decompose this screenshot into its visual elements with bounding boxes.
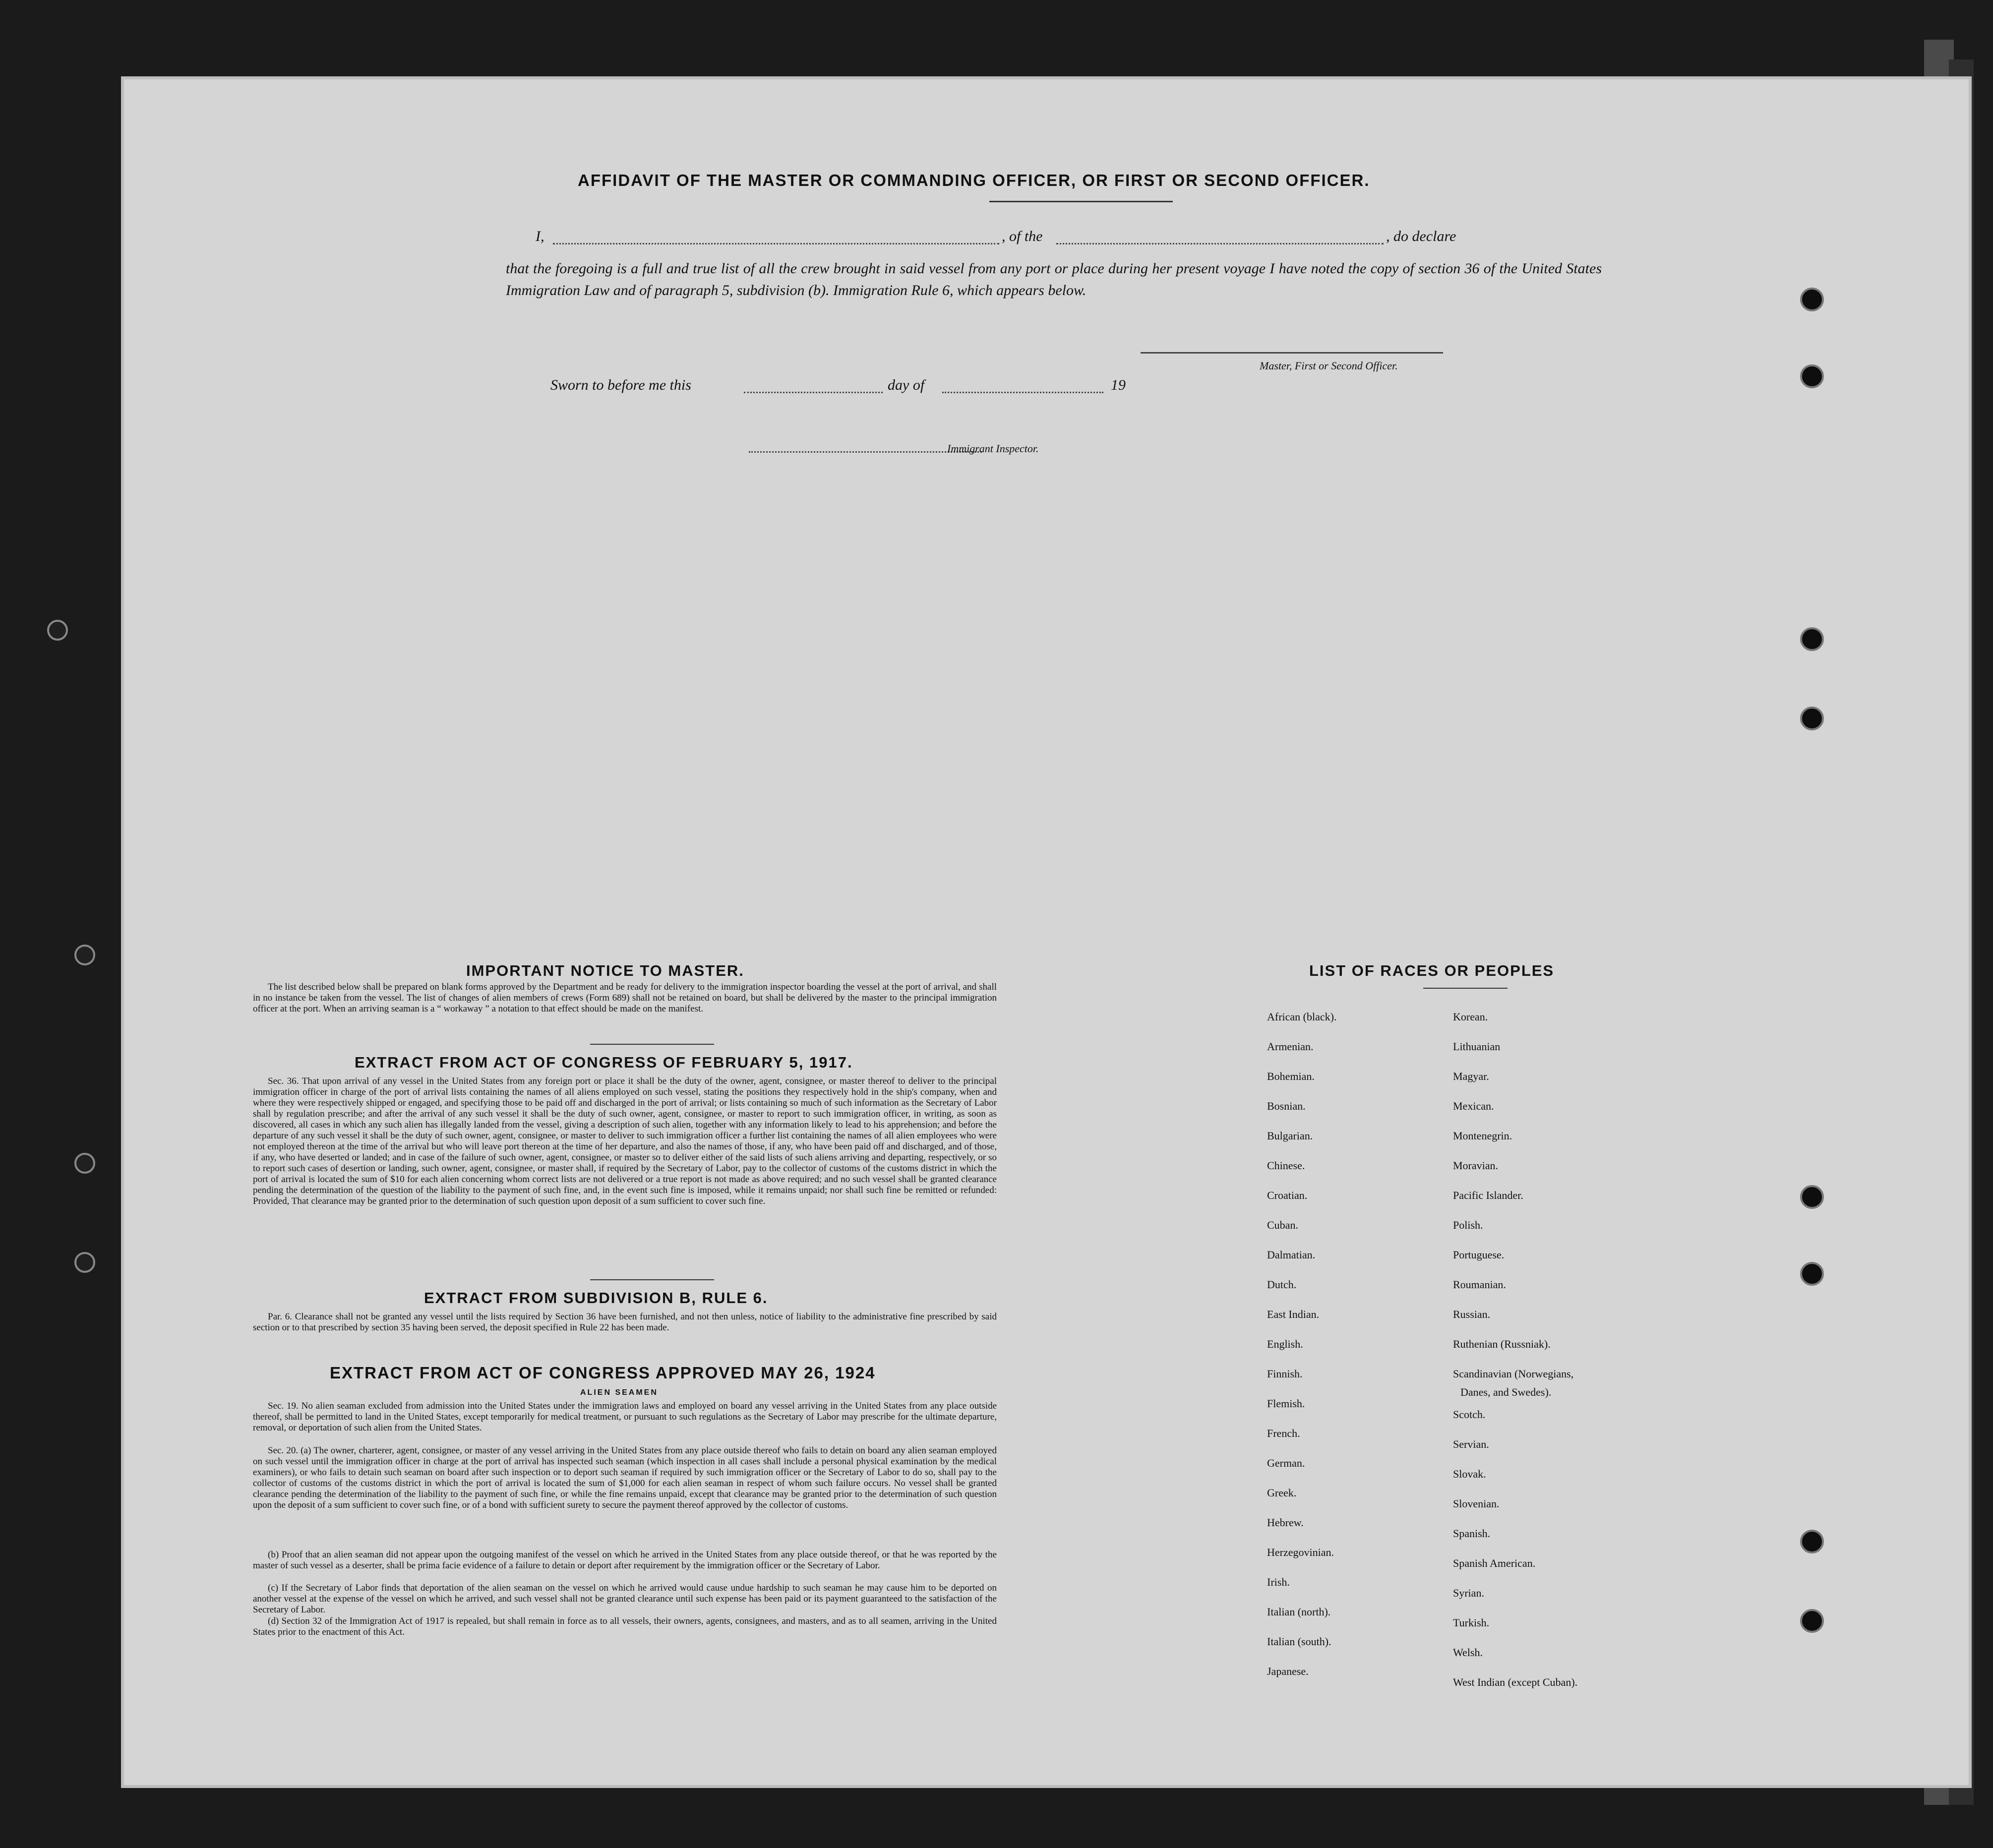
sec19-text: Sec. 19. No alien seaman excluded from admission into the United States under the immigration laws and employed on board any vessel arriving in the United States from any place outside thereof, shall be permitted to land in the United States, except temporarily for medical treatment, or pursuant to such regulations as the Secretary of Labor may prescribe for the ultimate departure, removal, or deportation of such alien from the United States. bbox=[253, 1401, 997, 1433]
binding-hole bbox=[1800, 1185, 1824, 1209]
race-item: Italian (south). bbox=[1267, 1635, 1331, 1648]
rule6-text: Par. 6. Clearance shall not be granted any vessel until the lists required by Section 36 have been furnished, and not then unless, notice of liability to the administrative fine prescribed by said section or to that prescribed by section 35 having been served, the deposit specified in Rule 22 has been made. bbox=[253, 1311, 997, 1333]
race-item: German. bbox=[1267, 1457, 1305, 1469]
race-item: Servian. bbox=[1453, 1438, 1489, 1450]
race-item: East Indian. bbox=[1267, 1308, 1320, 1320]
binding-hole bbox=[74, 945, 95, 965]
day-of-label: day of bbox=[888, 377, 925, 393]
document-page bbox=[124, 79, 1969, 1785]
binding-hole bbox=[1800, 627, 1824, 651]
race-item: Scotch. bbox=[1453, 1408, 1486, 1421]
rule6-title: EXTRACT FROM SUBDIVISION B, RULE 6. bbox=[424, 1289, 768, 1307]
sec20d-text: (d) Section 32 of the Immigration Act of 1917 is repealed, but shall remain in force as to all vessels, their owners, agents, consignees, and masters, and as to all seamen, arriving in the United States prior to the enactment of this Act. bbox=[253, 1616, 997, 1637]
binding-hole bbox=[74, 1153, 95, 1174]
signature-line bbox=[1141, 352, 1443, 354]
race-item: Armenian. bbox=[1267, 1040, 1314, 1053]
binding-hole bbox=[74, 1252, 95, 1273]
race-item: Magyar. bbox=[1453, 1070, 1489, 1082]
affidavit-body: that the foregoing is a full and true list of all the crew brought in said vessel from any port or place during her present voyage I have noted the copy of section 36 of the United States Immigration Law and of paragraph 5, subdivision (b). Immigration Rule 6, which appears below. bbox=[506, 260, 1602, 298]
binding-hole bbox=[1800, 1262, 1824, 1286]
race-item: Portuguese. bbox=[1453, 1249, 1505, 1261]
race-item: Slovenian. bbox=[1453, 1497, 1500, 1510]
race-item: Dutch. bbox=[1267, 1278, 1297, 1291]
vessel-line bbox=[1056, 243, 1384, 244]
sec20a-text: Sec. 20. (a) The owner, charterer, agent, consignee, or master of any vessel arriving in the United States from any place outside thereof who fails to detain on board any alien seaman employed on such vessel until the immigration officer in charge at the port of arrival has inspected such seaman (which inspection in all cases shall include a personal physical examination by the medical examiners), or who fails to detain such seaman on board after such inspection or to deport such seaman if required by such immigration officer or the Secretary of Labor to do so, shall pay to the collector of customs of the customs district in which the port of arrival is located the sum of $1,000 for each alien seaman in respect of whom such failure occurs. No vessel shall be granted clearance pending the determination of the liability to the payment of such fine, or while the fine remains unpaid, except that clearance may be granted prior to the determination of such question upon the deposit of a sum sufficient to cover such fine, or of a bond with sufficient surety to secure the payment thereof approved by the collector of customs. bbox=[253, 1445, 997, 1510]
extract-1924-title: EXTRACT FROM ACT OF CONGRESS APPROVED MAY 26, 1924 bbox=[330, 1364, 876, 1382]
sec20b-text: (b) Proof that an alien seaman did not appear upon the outgoing manifest of the vessel on which he arrived in the United States from any place outside thereof, or that he was reported by the master of such vessel as a deserter, shall be prima facie evidence of a failure to detain or deport after requirement by the immigration officer or the Secretary of Labor. bbox=[253, 1550, 997, 1571]
race-item: Welsh. bbox=[1453, 1646, 1483, 1659]
extract-1917-text: Sec. 36. That upon arrival of any vessel in the United States from any foreign port or place it shall be the duty of the owner, agent, consignee, or master thereof to deliver to the principal immigration officer in charge of the port of arrival lists containing the names of all aliens employed on such vessel, stating the positions they respectively hold in the ship's company, when and where they were respectively shipped or engaged, and specifying those to be paid off and discharged in the port of arrival; or lists containing so much of such information as the Secretary of Labor shall by regulation prescribe; and after the arrival of any such vessel it shall be the duty of such owner, agent, consignee, or master to report to such immigration officer, in writing, as soon as discovered, all cases in which any such alien has illegally landed from the vessel, giving a description of such alien, together with any information likely to lead to his apprehension; and before the departure of any such vessel it shall be the duty of such owner, agent, consignee, or master to deliver to such immigration officer a further list containing the names of all alien employees who were not employed thereon at the time of the arrival but who will leave port thereon at the time of her departure, and also the names of those, if any, who have been paid off and discharged, and of those, if any, who have deserted or landed; and in case of the failure of such owner, agent, consignee, or master so to deliver either of the said lists of such aliens arriving and departing, respectively, or so to report such cases of desertion or landing, such owner, agent, consignee, or master shall, if required by the Secretary of Labor, pay to the collector of customs of the customs district in which the port of arrival is located the sum of $10 for each alien concerning whom correct lists are not delivered or a true report is not made as above required; and no such vessel shall be granted clearance pending the determination of the question of the liability to the payment of such fine, and, in the event such fine is imposed, while it remains unpaid; nor shall such fine be remitted or refunded: Provided, That clearance may be granted prior to the determination of such question upon deposit of a sum sufficient to cover such fine. bbox=[253, 1076, 997, 1206]
race-item: Syrian. bbox=[1453, 1587, 1484, 1599]
race-item: Slovak. bbox=[1453, 1468, 1486, 1480]
binding-hole bbox=[1800, 364, 1824, 388]
section-rule bbox=[590, 1044, 714, 1045]
extract-1917-title: EXTRACT FROM ACT OF CONGRESS OF FEBRUARY 5, 1917. bbox=[355, 1054, 853, 1071]
race-item: Greek. bbox=[1267, 1487, 1297, 1499]
alien-seamen-subtitle: ALIEN SEAMEN bbox=[580, 1388, 658, 1397]
title-rule bbox=[989, 201, 1173, 202]
race-item: Italian (north). bbox=[1267, 1606, 1331, 1618]
race-item: Cuban. bbox=[1267, 1219, 1298, 1231]
race-item: West Indian (except Cuban). bbox=[1453, 1676, 1578, 1688]
race-item: Polish. bbox=[1453, 1219, 1483, 1231]
race-item: Mexican. bbox=[1453, 1100, 1494, 1112]
affidavit-of-the: , of the bbox=[1002, 228, 1043, 244]
race-item: Hebrew. bbox=[1267, 1516, 1304, 1529]
race-item: Montenegrin. bbox=[1453, 1130, 1512, 1142]
race-item: Dalmatian. bbox=[1267, 1249, 1316, 1261]
race-item: Scandinavian (Norwegians, bbox=[1453, 1368, 1574, 1380]
race-item: Chinese. bbox=[1267, 1159, 1305, 1172]
affidavit-title: AFFIDAVIT OF THE MASTER OR COMMANDING OFFICER, OR FIRST OR SECOND OFFICER. bbox=[578, 171, 1370, 189]
notice-text: The list described below shall be prepared on blank forms approved by the Department and be ready for delivery to the immigration inspector boarding the vessel at the port of arrival, and shall in no instance be taken from the vessel. The list of changes of alien members of crews (Form 689) shall not be retained on board, but shall be delivered by the master to the principal immigration officer at the port. When an arriving seaman is a “ workaway ” a notation to that effect should be made on the manifest. bbox=[253, 982, 997, 1014]
section-rule bbox=[590, 1279, 714, 1280]
race-item: Korean. bbox=[1453, 1011, 1488, 1023]
notice-title: IMPORTANT NOTICE TO MASTER. bbox=[466, 962, 744, 979]
signature-label: Master, First or Second Officer. bbox=[1260, 359, 1398, 372]
race-item: Pacific Islander. bbox=[1453, 1189, 1523, 1201]
race-item: Flemish. bbox=[1267, 1397, 1305, 1410]
race-item: Ruthenian (Russniak). bbox=[1453, 1338, 1551, 1350]
binding-hole bbox=[47, 620, 68, 641]
race-item: Spanish. bbox=[1453, 1527, 1491, 1540]
year-label: 19 bbox=[1111, 377, 1126, 393]
race-item: Roumanian. bbox=[1453, 1278, 1506, 1291]
affidavit-do-declare: , do declare bbox=[1386, 228, 1456, 244]
race-item: Finnish. bbox=[1267, 1368, 1303, 1380]
name-line bbox=[553, 243, 999, 244]
month-line bbox=[942, 392, 1103, 393]
inspector-label: Immigrant Inspector. bbox=[947, 442, 1039, 455]
race-item: Spanish American. bbox=[1453, 1557, 1536, 1569]
binding-hole bbox=[1800, 1530, 1824, 1553]
race-item: Turkish. bbox=[1453, 1616, 1490, 1629]
race-item: Bohemian. bbox=[1267, 1070, 1315, 1082]
binding-hole bbox=[1800, 1609, 1824, 1633]
race-item: Herzegovinian. bbox=[1267, 1546, 1334, 1558]
race-item: Japanese. bbox=[1267, 1665, 1309, 1677]
race-item: English. bbox=[1267, 1338, 1303, 1350]
binding-hole bbox=[1800, 707, 1824, 730]
race-item: Russian. bbox=[1453, 1308, 1491, 1320]
race-item: Moravian. bbox=[1453, 1159, 1499, 1172]
races-rule bbox=[1423, 988, 1508, 989]
races-title: LIST OF RACES OR PEOPLES bbox=[1309, 962, 1555, 979]
race-item-cont: Danes, and Swedes). bbox=[1460, 1386, 1552, 1398]
affidavit-i-label: I, bbox=[536, 228, 544, 244]
race-item: Irish. bbox=[1267, 1576, 1290, 1588]
race-item: French. bbox=[1267, 1427, 1300, 1439]
race-item: Bulgarian. bbox=[1267, 1130, 1313, 1142]
sec20c-text: (c) If the Secretary of Labor finds that deportation of the alien seaman on the vessel on which he arrived would cause undue hardship to such seaman he may cause him to be deported on another vessel at the expense of the vessel on which he arrived, and such vessel shall not be granted clearance until such expense has been paid or its payment guaranteed to the satisfaction of the Secretary of Labor. bbox=[253, 1583, 997, 1615]
binding-hole bbox=[1800, 288, 1824, 311]
sworn-label: Sworn to before me this bbox=[550, 377, 691, 393]
race-item: Bosnian. bbox=[1267, 1100, 1306, 1112]
race-item: Lithuanian bbox=[1453, 1040, 1501, 1053]
race-item: African (black). bbox=[1267, 1011, 1337, 1023]
sworn-day-line bbox=[744, 392, 883, 393]
race-item: Croatian. bbox=[1267, 1189, 1308, 1201]
